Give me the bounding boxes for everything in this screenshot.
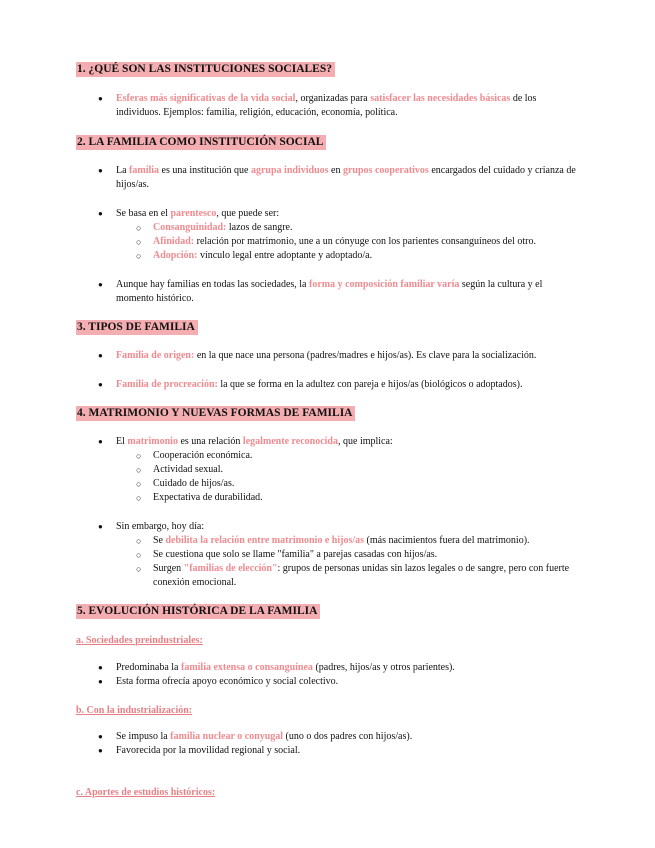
- sub-bullet-icon: ○: [136, 536, 142, 546]
- bullet-icon: ●: [98, 677, 103, 686]
- subsection-a-heading: a. Sociedades preindustriales:: [76, 635, 203, 646]
- section-5-heading: 5. EVOLUCIÓN HISTÓRICA DE LA FAMILIA: [76, 604, 320, 619]
- sec4-paragraph-2: Sin embargo, hoy día:: [116, 521, 205, 532]
- sec2-paragraph-2: Se basa en el parentesco, que puede ser:: [116, 208, 280, 219]
- bullet-icon: ●: [98, 280, 103, 289]
- subsection-b-item: Favorecida por la movilidad regional y social.: [116, 745, 301, 756]
- family-type-item: Familia de origen: en la que nace una persona (padres/madres e hijos/as). Es clave para la socialización.: [116, 350, 537, 361]
- bullet-icon: ●: [98, 351, 103, 360]
- sec2-paragraph-1: La familia es una institución que agrupa individuos en grupos cooperativos encargados del cuidado y crianza de hijos/as.: [116, 165, 576, 190]
- implies-item: Expectativa de durabilidad.: [153, 492, 263, 503]
- section-3-heading: 3. TIPOS DE FAMILIA: [76, 320, 198, 335]
- sub-bullet-icon: ○: [136, 251, 142, 261]
- sub-bullet-icon: ○: [136, 465, 142, 475]
- today-item: Se debilita la relación entre matrimonio e hijos/as (más nacimientos fuera del matrimonio).: [153, 535, 530, 546]
- subsection-b-item: Se impuso la familia nuclear o conyugal (uno o dos padres con hijos/as).: [116, 731, 413, 742]
- kinship-item: Afinidad: relación por matrimonio, une a un cónyuge con los parientes consanguíneos del otro.: [153, 236, 536, 247]
- bullet-icon: ●: [98, 380, 103, 389]
- sub-bullet-icon: ○: [136, 479, 142, 489]
- section-4-heading: 4. MATRIMONIO Y NUEVAS FORMAS DE FAMILIA: [76, 406, 355, 421]
- sub-bullet-icon: ○: [136, 550, 142, 560]
- sub-bullet-icon: ○: [136, 237, 142, 247]
- family-type-item: Familia de procreación: la que se forma en la adultez con pareja e hijos/as (biológicos o adoptados).: [116, 379, 523, 390]
- subsection-a-item: Esta forma ofrecía apoyo económico y social colectivo.: [116, 676, 339, 687]
- bullet-icon: ●: [98, 522, 103, 531]
- implies-item: Actividad sexual.: [153, 464, 223, 475]
- kinship-item: Adopción: vínculo legal entre adoptante y adoptado/a.: [153, 250, 373, 261]
- bullet-icon: ●: [98, 732, 103, 741]
- bullet-icon: ●: [98, 209, 103, 218]
- today-item: Se cuestiona que solo se llame "familia" a parejas casadas con hijos/as.: [153, 549, 438, 560]
- subsection-b-heading: b. Con la industrialización:: [76, 705, 193, 716]
- today-item: Surgen "familias de elección": grupos de personas unidas sin lazos legales o de sangre, pero con fuerte conexión emocional.: [153, 563, 570, 588]
- bullet-icon: ●: [98, 94, 103, 103]
- bullet-icon: ●: [98, 166, 103, 175]
- subsection-c-heading: c. Aportes de estudios históricos:: [76, 787, 216, 798]
- sec2-paragraph-3: Aunque hay familias en todas las sociedades, la forma y composición familiar varía según la cultura y el momento histórico.: [116, 279, 543, 304]
- kinship-item: Consanguinidad: lazos de sangre.: [153, 222, 293, 233]
- sub-bullet-icon: ○: [136, 451, 142, 461]
- sub-bullet-icon: ○: [136, 493, 142, 503]
- section-1-heading: 1. ¿QUÉ SON LAS INSTITUCIONES SOCIALES?: [76, 62, 335, 77]
- implies-item: Cuidado de hijos/as.: [153, 478, 235, 489]
- bullet-icon: ●: [98, 663, 103, 672]
- bullet-icon: ●: [98, 746, 103, 755]
- sec4-paragraph-1: El matrimonio es una relación legalmente reconocida, que implica:: [116, 436, 393, 447]
- highlight: satisfacer las necesidades básicas: [370, 93, 511, 104]
- sec1-paragraph: Esferas más significativas de la vida social, organizadas para satisfacer las necesidades básicas de los individuos. Ejemplos: familia, religión, educación, economía, política.: [116, 93, 537, 118]
- sub-bullet-icon: ○: [136, 564, 142, 574]
- highlight: Esferas más significativas de la vida social: [116, 93, 296, 104]
- subsection-a-item: Predominaba la familia extensa o consanguínea (padres, hijos/as y otros parientes).: [116, 662, 455, 673]
- implies-item: Cooperación económica.: [153, 450, 253, 461]
- bullet-icon: ●: [98, 437, 103, 446]
- section-2-heading: 2. LA FAMILIA COMO INSTITUCIÓN SOCIAL: [76, 135, 326, 150]
- sub-bullet-icon: ○: [136, 223, 142, 233]
